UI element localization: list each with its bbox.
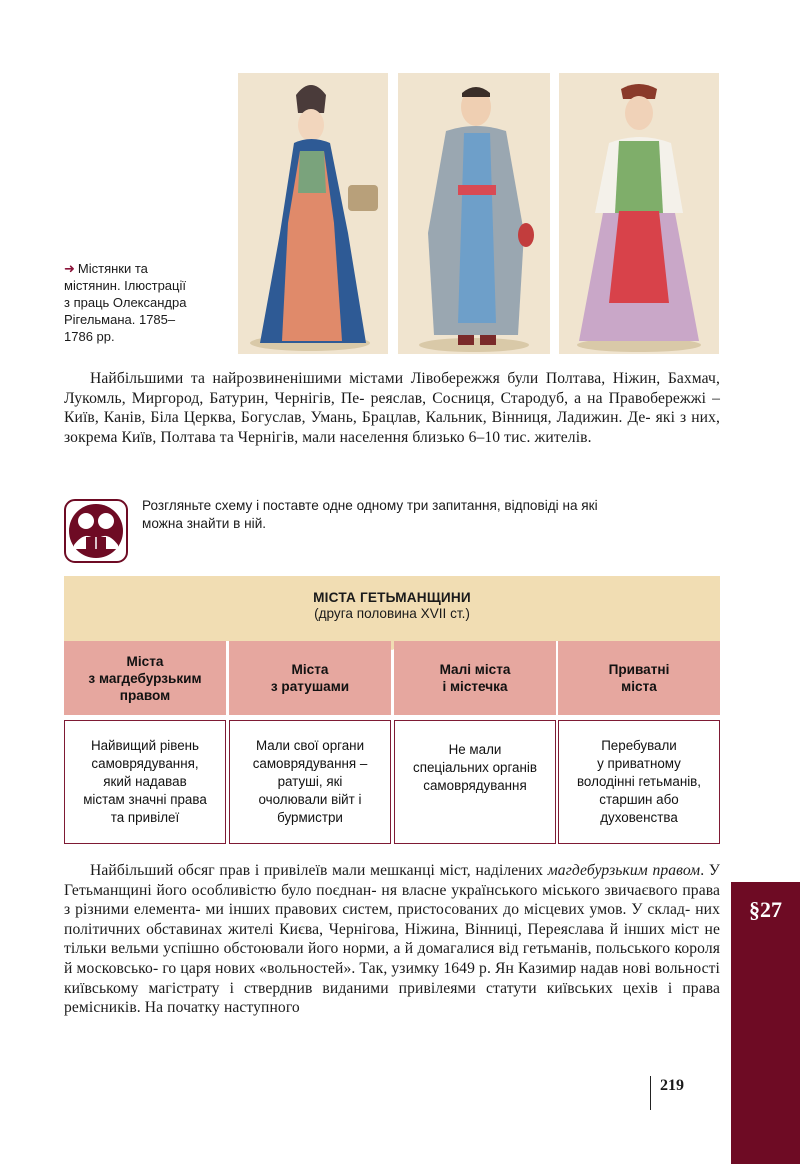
caption-line: Рігельмана. 1785–: [64, 312, 176, 327]
description-magdeburg-cities: Найвищий рівень самоврядування, який надавав містам значні права та привілеї: [64, 720, 226, 844]
caption-line: містянин. Ілюстрації: [64, 278, 186, 293]
schema-title: МІСТА ГЕТЬМАНЩИНИ: [313, 590, 471, 605]
arrow-right-icon: ➜: [64, 261, 75, 276]
illustration-townsman: [398, 73, 550, 354]
description-small-towns: Не мали спеціальних органів самоврядування: [394, 720, 556, 844]
description-private-cities: Перебували у приватному володінні гетьманів, старшин або духовенства: [558, 720, 720, 844]
task-instruction: Розгляньте схему і поставте одне одному три запитання, відповіді на які можна знайти в ній.: [142, 498, 598, 531]
page-number-divider: [650, 1076, 651, 1110]
paragraph-magdeburg-law: Найбільший обсяг прав і привілеїв мали мешканці міст, наділених магдебурзьким правом. У Гетьманщині його особливістю було поєднан- ня власне українського міського звичаєвого права з різними елемента- ми інших правових систем, пристосованих до місцевих умов. У склад- них політичних обставинах жителі Києва, Чернігова, Ніжина, Вінниці, Переяслава й інших міст не тільки вельми успішно обстоювали його норми, а й домагалися від гетьманів, польського короля й московсько- го царя нових «вольностей». Так, узимку 1649 р. Ян Казимир надав нові вольності київському магістрату і стверднив виданими привілеями статути київських цехів і права ремісників. На початку наступного: [64, 862, 721, 1017]
townswoman-figure-1: [238, 73, 388, 354]
term-magdeburg-law: магдебурзьким правом: [547, 862, 701, 879]
caption-line: Містянки та: [77, 261, 148, 276]
category-magdeburg-cities: Міста з магдебурзьким правом: [64, 641, 226, 715]
description-town-hall-cities: Мали свої органи самоврядування – ратуші, які очолювали війт і бурмистри: [229, 720, 391, 844]
illustration-caption: [64, 260, 234, 345]
paragraph-largest-cities: Найбільшими та найрозвиненішими містами Лівобережжя були Полтава, Ніжин, Бахмач, Лукомль, Миргород, Батурин, Чернігів, Пе- реяслав, Сосниця, Стародуб, а на Правобережжі – Київ, Канів, Біла Церква, Богуслав, Умань, Брацлав, Кальник, Вінниця, Ладижин. Де- які з них, зокрема Київ, Полтава та Чернігів, мали населення близько 6–10 тис. жителів.: [64, 370, 721, 446]
category-town-hall-cities: Міста з ратушами: [229, 641, 391, 715]
category-small-towns: Малі міста і містечка: [394, 641, 556, 715]
section-tab: [731, 882, 800, 1164]
schema-header: [64, 576, 720, 638]
townswoman-figure-2: [559, 73, 719, 354]
illustration-townswoman-1: [238, 73, 388, 354]
section-number: §27: [749, 897, 782, 922]
discussion-icon: [64, 499, 128, 563]
illustration-townswoman-2: [559, 73, 719, 354]
caption-line: з праць Олександра: [64, 295, 187, 310]
schema-subtitle: (друга половина XVII ст.): [314, 606, 470, 621]
page-number: 219: [660, 1077, 684, 1094]
category-private-cities: Приватні міста: [558, 641, 720, 715]
townsman-figure: [398, 73, 550, 354]
caption-line: 1786 рр.: [64, 329, 115, 344]
